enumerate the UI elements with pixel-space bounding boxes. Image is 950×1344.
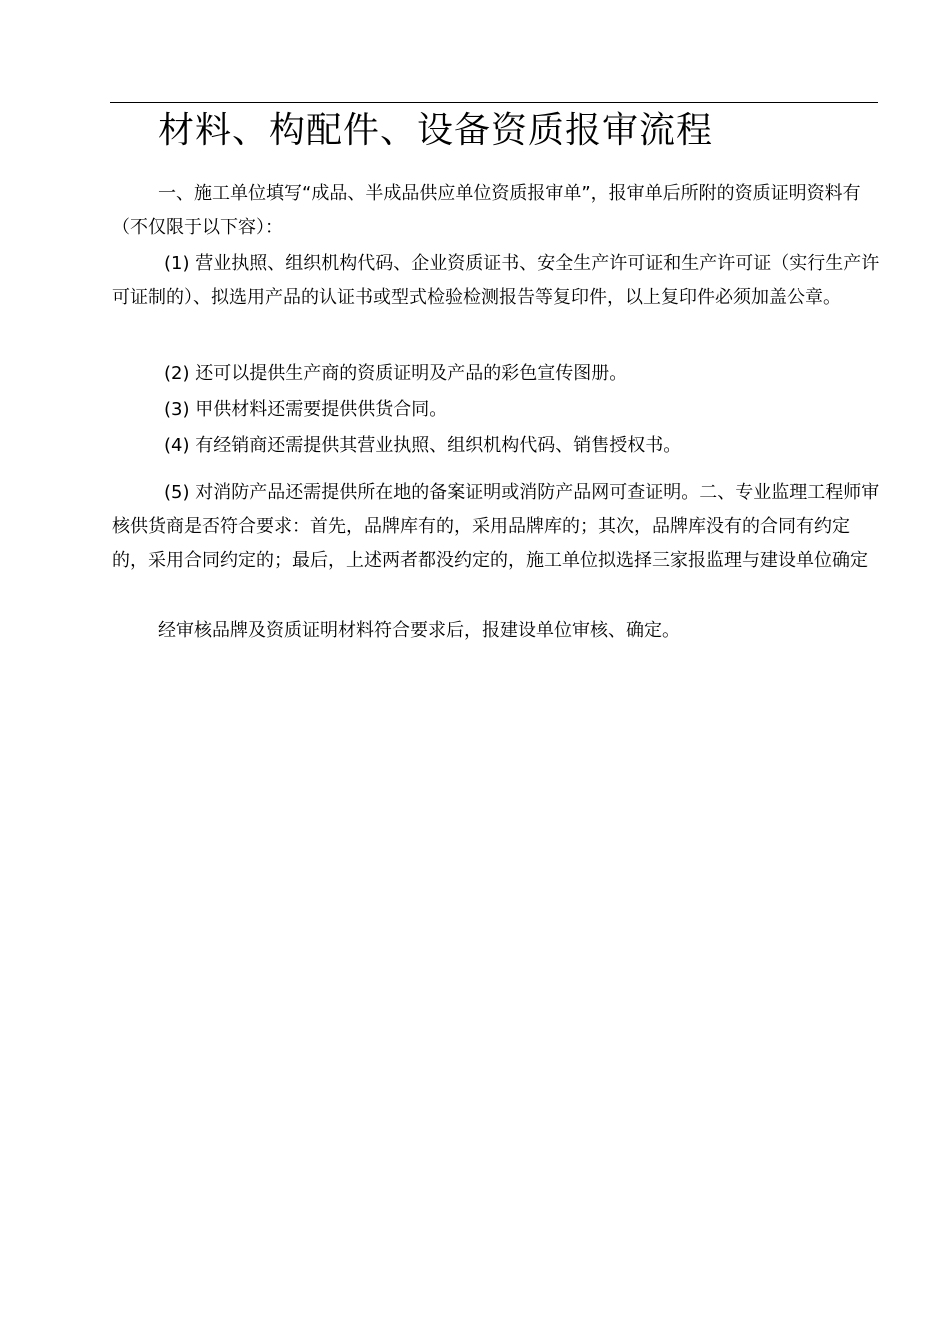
paragraph-item-1: (1) 营业执照、组织机构代码、企业资质证书、安全生产许可证和生产许可证（实行生产许可证制的）、拟选用产品的认证书或型式检验检测报告等复印件，以上复印件必须加盖公章。 bbox=[112, 253, 880, 308]
document-title: 材料、构配件、设备资质报审流程 bbox=[158, 110, 714, 151]
paragraph-item-3: (3) 甲供材料还需要提供供货合同。 bbox=[164, 399, 448, 420]
header-rule bbox=[110, 102, 878, 103]
paragraph-item-4: (4) 有经销商还需提供其营业执照、组织机构代码、销售授权书。 bbox=[164, 435, 682, 456]
paragraph-conclusion: 经审核品牌及资质证明材料符合要求后，报建设单位审核、确定。 bbox=[158, 620, 680, 641]
paragraph-item-5: (5) 对消防产品还需提供所在地的备案证明或消防产品网可查证明。二、专业监理工程师审核供货商是否符合要求：首先，品牌库有的，采用品牌库的；其次，品牌库没有的合同有约定的，采用合同约定的；最后，上述两者都没约定的，施工单位拟选择三家报监理与建设单位确定 bbox=[112, 482, 880, 571]
paragraph-item-2: (2) 还可以提供生产商的资质证明及产品的彩色宣传图册。 bbox=[164, 363, 628, 384]
paragraph-intro: 一、施工单位填写“成品、半成品供应单位资质报审单”，报审单后所附的资质证明资料有（不仅限于以下容）： bbox=[112, 183, 861, 238]
